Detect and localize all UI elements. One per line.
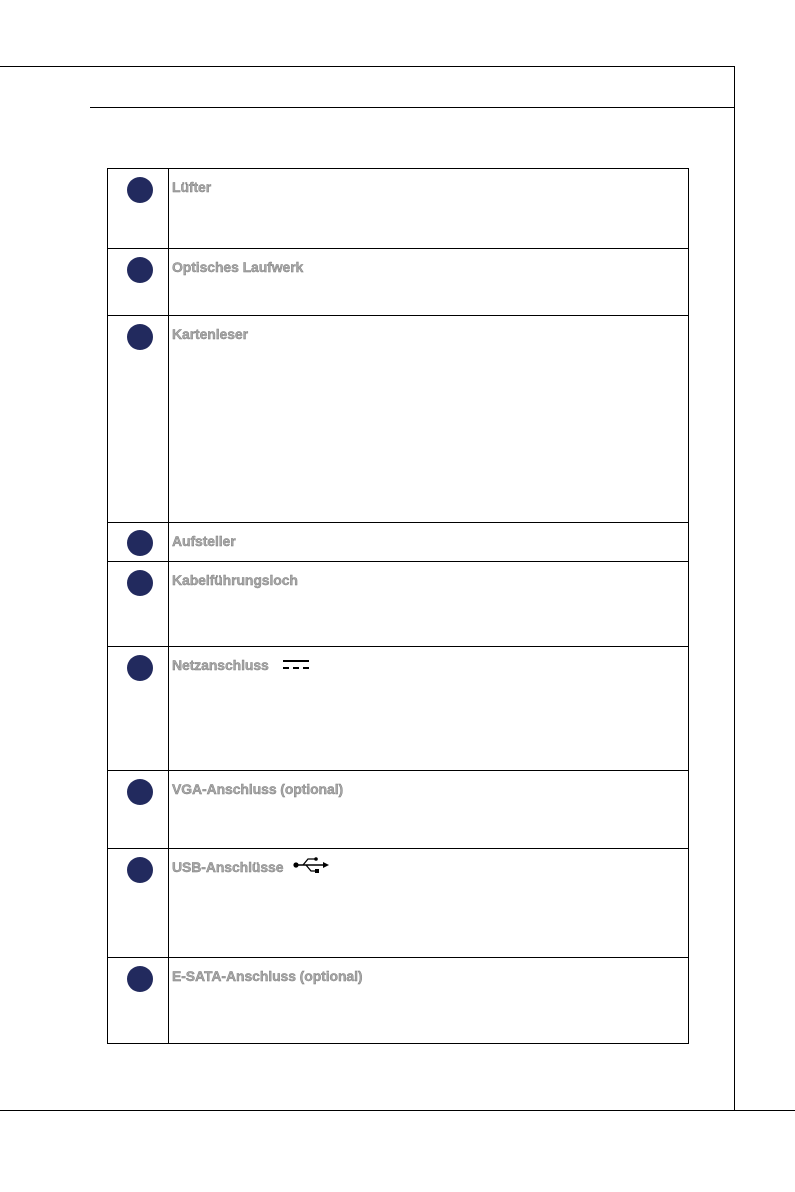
number-marker xyxy=(127,655,153,681)
number-marker xyxy=(127,177,153,203)
dc-power-icon xyxy=(283,657,309,675)
marker-cell xyxy=(108,249,169,316)
description-cell xyxy=(169,316,689,523)
row-title-usb: USB-Anschlüsse xyxy=(172,859,284,875)
marker-cell xyxy=(108,562,169,647)
number-marker xyxy=(127,530,153,556)
description-cell xyxy=(169,849,689,958)
description-cell xyxy=(169,771,689,849)
row-title-fan: Lüfter xyxy=(172,179,212,195)
right-margin-rule xyxy=(734,66,735,1110)
component-table xyxy=(107,168,689,1044)
top-rule xyxy=(0,66,735,67)
table-row xyxy=(108,771,689,849)
marker-cell xyxy=(108,316,169,523)
marker-cell xyxy=(108,169,169,249)
marker-cell xyxy=(108,523,169,562)
description-cell xyxy=(169,169,689,249)
marker-cell xyxy=(108,849,169,958)
row-title-vga: VGA-Anschluss (optional) xyxy=(172,781,344,797)
number-marker xyxy=(127,966,153,992)
row-title-stand: Aufsteller xyxy=(172,533,236,549)
row-title-card-reader: Kartenleser xyxy=(172,326,248,342)
marker-cell xyxy=(108,647,169,771)
number-marker xyxy=(127,857,153,883)
marker-cell xyxy=(108,958,169,1044)
description-cell xyxy=(169,523,689,562)
usb-icon xyxy=(293,857,329,878)
marker-cell xyxy=(108,771,169,849)
row-title-esata: E-SATA-Anschluss (optional) xyxy=(172,968,363,984)
description-cell xyxy=(169,249,689,316)
number-marker xyxy=(127,779,153,805)
table-row xyxy=(108,849,689,958)
description-cell xyxy=(169,562,689,647)
table-row xyxy=(108,169,689,249)
table-row xyxy=(108,647,689,771)
table-row xyxy=(108,958,689,1044)
header-rule xyxy=(90,107,735,108)
table-row xyxy=(108,562,689,647)
table-row xyxy=(108,249,689,316)
row-title-cable-hole: Kabelführungsloch xyxy=(172,572,298,588)
table-row xyxy=(108,316,689,523)
row-title-power-connector: Netzanschluss xyxy=(172,657,269,673)
table-row xyxy=(108,523,689,562)
description-cell xyxy=(169,958,689,1044)
bottom-rule xyxy=(0,1110,795,1111)
number-marker xyxy=(127,570,153,596)
description-cell xyxy=(169,647,689,771)
number-marker xyxy=(127,257,153,283)
row-title-optical-drive: Optisches Laufwerk xyxy=(172,259,304,275)
number-marker xyxy=(127,324,153,350)
